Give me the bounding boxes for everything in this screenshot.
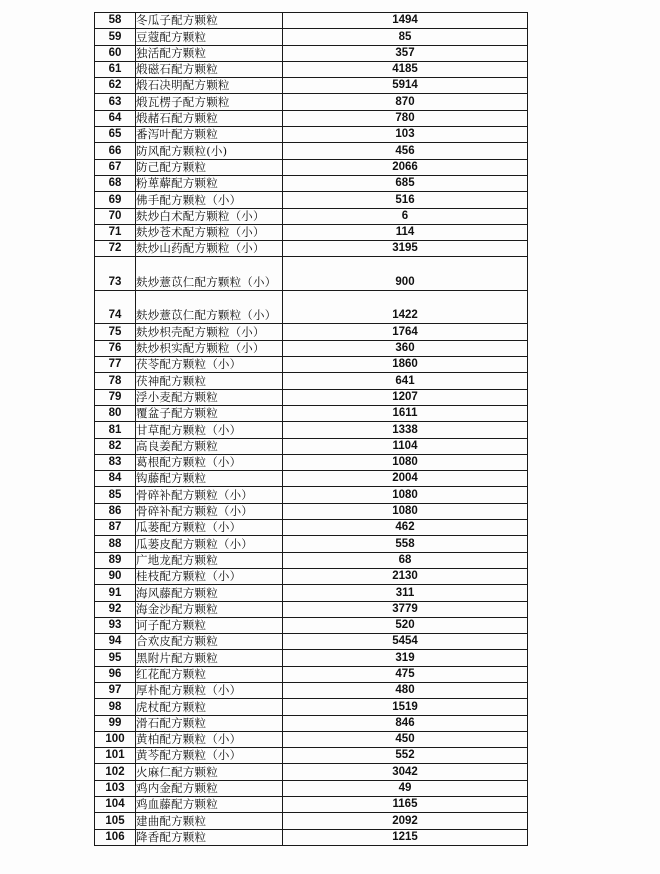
table-row (95, 159, 528, 175)
row-number-cell: 64 (95, 110, 136, 126)
table-row (95, 192, 528, 208)
table-row (95, 748, 528, 764)
item-name-cell: 麸炒山药配方颗粒（小） (136, 241, 283, 257)
item-name-cell: 麸炒枳壳配方颗粒（小） (136, 324, 283, 340)
table-row (95, 715, 528, 731)
table-row (95, 568, 528, 584)
row-number-cell: 86 (95, 503, 136, 519)
item-name-cell: 鸡内金配方颗粒 (136, 780, 283, 796)
quantity-cell: 4185 (283, 61, 528, 77)
table-row (95, 454, 528, 470)
row-number-cell: 106 (95, 829, 136, 845)
item-name-cell: 骨碎补配方颗粒（小） (136, 487, 283, 503)
item-name-cell: 豆蔻配方颗粒 (136, 29, 283, 45)
row-number-cell: 59 (95, 29, 136, 45)
table-row (95, 357, 528, 373)
quantity-cell: 2092 (283, 813, 528, 829)
row-number-cell: 61 (95, 61, 136, 77)
row-number-cell: 85 (95, 487, 136, 503)
quantity-cell: 450 (283, 731, 528, 747)
quantity-cell: 900 (283, 257, 528, 291)
quantity-cell: 1207 (283, 389, 528, 405)
item-name-cell: 煅磁石配方颗粒 (136, 61, 283, 77)
table-row (95, 224, 528, 240)
table-row (95, 29, 528, 45)
quantity-cell: 462 (283, 520, 528, 536)
row-number-cell: 78 (95, 373, 136, 389)
item-name-cell: 麸炒薏苡仁配方颗粒（小） (136, 257, 283, 291)
row-number-cell: 71 (95, 224, 136, 240)
quantity-cell: 480 (283, 682, 528, 698)
item-name-cell: 诃子配方颗粒 (136, 617, 283, 633)
row-number-cell: 102 (95, 764, 136, 780)
quantity-cell: 1215 (283, 829, 528, 845)
quantity-cell: 870 (283, 94, 528, 110)
quantity-cell: 685 (283, 175, 528, 191)
row-number-cell: 100 (95, 731, 136, 747)
table-row (95, 324, 528, 340)
table-row (95, 373, 528, 389)
item-name-cell: 煅瓦楞子配方颗粒 (136, 94, 283, 110)
row-number-cell: 80 (95, 405, 136, 421)
item-name-cell: 火麻仁配方颗粒 (136, 764, 283, 780)
table-row (95, 585, 528, 601)
table-row (95, 780, 528, 796)
row-number-cell: 103 (95, 780, 136, 796)
item-name-cell: 葛根配方颗粒（小） (136, 454, 283, 470)
quantity-cell: 319 (283, 650, 528, 666)
quantity-cell: 1494 (283, 13, 528, 29)
quantity-cell: 5454 (283, 634, 528, 650)
row-number-cell: 97 (95, 682, 136, 698)
table-row (95, 389, 528, 405)
quantity-cell: 3779 (283, 601, 528, 617)
item-name-cell: 麸炒薏苡仁配方颗粒（小） (136, 290, 283, 324)
item-name-cell: 冬瓜子配方颗粒 (136, 13, 283, 29)
quantity-cell: 3195 (283, 241, 528, 257)
table-row (95, 617, 528, 633)
quantity-cell: 1519 (283, 699, 528, 715)
table-row (95, 699, 528, 715)
item-name-cell: 建曲配方颗粒 (136, 813, 283, 829)
row-number-cell: 62 (95, 78, 136, 94)
table-row (95, 829, 528, 845)
row-number-cell: 94 (95, 634, 136, 650)
quantity-cell: 1611 (283, 405, 528, 421)
row-number-cell: 99 (95, 715, 136, 731)
row-number-cell: 88 (95, 536, 136, 552)
row-number-cell: 84 (95, 471, 136, 487)
item-name-cell: 麸炒苍术配方颗粒（小） (136, 224, 283, 240)
row-number-cell: 105 (95, 813, 136, 829)
item-name-cell: 佛手配方颗粒（小） (136, 192, 283, 208)
item-name-cell: 桂枝配方颗粒（小） (136, 568, 283, 584)
row-number-cell: 60 (95, 45, 136, 61)
quantity-cell: 475 (283, 666, 528, 682)
row-number-cell: 75 (95, 324, 136, 340)
item-name-cell: 骨碎补配方颗粒（小） (136, 503, 283, 519)
table-row (95, 110, 528, 126)
item-name-cell: 合欢皮配方颗粒 (136, 634, 283, 650)
row-number-cell: 58 (95, 13, 136, 29)
row-number-cell: 76 (95, 340, 136, 356)
quantity-cell: 558 (283, 536, 528, 552)
quantity-cell: 2130 (283, 568, 528, 584)
item-name-cell: 防风配方颗粒(小) (136, 143, 283, 159)
item-name-cell: 茯苓配方颗粒（小） (136, 357, 283, 373)
quantity-cell: 2066 (283, 159, 528, 175)
table-row (95, 257, 528, 291)
quantity-cell: 49 (283, 780, 528, 796)
table-row (95, 175, 528, 191)
quantity-cell: 3042 (283, 764, 528, 780)
table-row (95, 143, 528, 159)
quantity-cell: 114 (283, 224, 528, 240)
table-row (95, 682, 528, 698)
quantity-cell: 641 (283, 373, 528, 389)
row-number-cell: 82 (95, 438, 136, 454)
table-row (95, 78, 528, 94)
item-name-cell: 番泻叶配方颗粒 (136, 127, 283, 143)
table-row (95, 438, 528, 454)
row-number-cell: 70 (95, 208, 136, 224)
quantity-cell: 1080 (283, 454, 528, 470)
quantity-cell: 311 (283, 585, 528, 601)
table-row (95, 731, 528, 747)
item-name-cell: 覆盆子配方颗粒 (136, 405, 283, 421)
item-name-cell: 黄芩配方颗粒（小） (136, 748, 283, 764)
row-number-cell: 65 (95, 127, 136, 143)
item-name-cell: 瓜蒌皮配方颗粒（小） (136, 536, 283, 552)
table-row (95, 666, 528, 682)
row-number-cell: 77 (95, 357, 136, 373)
data-table (94, 12, 528, 846)
quantity-cell: 552 (283, 748, 528, 764)
item-name-cell: 甘草配方颗粒（小） (136, 422, 283, 438)
row-number-cell: 72 (95, 241, 136, 257)
row-number-cell: 91 (95, 585, 136, 601)
quantity-cell: 68 (283, 552, 528, 568)
item-name-cell: 滑石配方颗粒 (136, 715, 283, 731)
row-number-cell: 74 (95, 290, 136, 324)
table-row (95, 340, 528, 356)
item-name-cell: 独活配方颗粒 (136, 45, 283, 61)
row-number-cell: 95 (95, 650, 136, 666)
row-number-cell: 67 (95, 159, 136, 175)
table-row (95, 797, 528, 813)
row-number-cell: 63 (95, 94, 136, 110)
item-name-cell: 防己配方颗粒 (136, 159, 283, 175)
table-row (95, 650, 528, 666)
quantity-cell: 846 (283, 715, 528, 731)
item-name-cell: 广地龙配方颗粒 (136, 552, 283, 568)
quantity-cell: 516 (283, 192, 528, 208)
item-name-cell: 海风藤配方颗粒 (136, 585, 283, 601)
item-name-cell: 高良姜配方颗粒 (136, 438, 283, 454)
row-number-cell: 89 (95, 552, 136, 568)
item-name-cell: 粉萆薢配方颗粒 (136, 175, 283, 191)
table-row (95, 405, 528, 421)
quantity-cell: 456 (283, 143, 528, 159)
item-name-cell: 虎杖配方颗粒 (136, 699, 283, 715)
table-row (95, 290, 528, 324)
item-name-cell: 海金沙配方颗粒 (136, 601, 283, 617)
item-name-cell: 煅赭石配方颗粒 (136, 110, 283, 126)
table-row (95, 13, 528, 29)
table-row (95, 520, 528, 536)
row-number-cell: 68 (95, 175, 136, 191)
quantity-cell: 1165 (283, 797, 528, 813)
table-row (95, 94, 528, 110)
row-number-cell: 73 (95, 257, 136, 291)
quantity-cell: 2004 (283, 471, 528, 487)
table-row (95, 503, 528, 519)
quantity-cell: 6 (283, 208, 528, 224)
table-row (95, 764, 528, 780)
quantity-cell: 1080 (283, 487, 528, 503)
item-name-cell: 茯神配方颗粒 (136, 373, 283, 389)
table-row (95, 422, 528, 438)
item-name-cell: 麸炒白术配方颗粒（小） (136, 208, 283, 224)
row-number-cell: 83 (95, 454, 136, 470)
row-number-cell: 101 (95, 748, 136, 764)
quantity-cell: 1764 (283, 324, 528, 340)
row-number-cell: 81 (95, 422, 136, 438)
row-number-cell: 93 (95, 617, 136, 633)
quantity-cell: 360 (283, 340, 528, 356)
quantity-cell: 1422 (283, 290, 528, 324)
table-row (95, 552, 528, 568)
item-name-cell: 厚朴配方颗粒（小） (136, 682, 283, 698)
quantity-cell: 1080 (283, 503, 528, 519)
item-name-cell: 红花配方颗粒 (136, 666, 283, 682)
table-body (95, 13, 528, 846)
quantity-cell: 85 (283, 29, 528, 45)
table-row (95, 241, 528, 257)
table-row (95, 45, 528, 61)
table-row (95, 536, 528, 552)
quantity-cell: 1338 (283, 422, 528, 438)
table-row (95, 813, 528, 829)
quantity-cell: 520 (283, 617, 528, 633)
row-number-cell: 104 (95, 797, 136, 813)
quantity-cell: 357 (283, 45, 528, 61)
item-name-cell: 麸炒枳实配方颗粒（小） (136, 340, 283, 356)
item-name-cell: 浮小麦配方颗粒 (136, 389, 283, 405)
row-number-cell: 87 (95, 520, 136, 536)
table-row (95, 208, 528, 224)
quantity-cell: 1860 (283, 357, 528, 373)
quantity-cell: 1104 (283, 438, 528, 454)
quantity-cell: 5914 (283, 78, 528, 94)
quantity-cell: 780 (283, 110, 528, 126)
table-row (95, 634, 528, 650)
table-row (95, 61, 528, 77)
item-name-cell: 黄柏配方颗粒（小） (136, 731, 283, 747)
row-number-cell: 92 (95, 601, 136, 617)
item-name-cell: 瓜蒌配方颗粒（小） (136, 520, 283, 536)
row-number-cell: 90 (95, 568, 136, 584)
table-row (95, 601, 528, 617)
row-number-cell: 98 (95, 699, 136, 715)
row-number-cell: 96 (95, 666, 136, 682)
table-row (95, 471, 528, 487)
item-name-cell: 煅石决明配方颗粒 (136, 78, 283, 94)
table-row (95, 127, 528, 143)
item-name-cell: 黑附片配方颗粒 (136, 650, 283, 666)
row-number-cell: 69 (95, 192, 136, 208)
item-name-cell: 钩藤配方颗粒 (136, 471, 283, 487)
item-name-cell: 鸡血藤配方颗粒 (136, 797, 283, 813)
row-number-cell: 66 (95, 143, 136, 159)
table-row (95, 487, 528, 503)
quantity-cell: 103 (283, 127, 528, 143)
row-number-cell: 79 (95, 389, 136, 405)
item-name-cell: 降香配方颗粒 (136, 829, 283, 845)
